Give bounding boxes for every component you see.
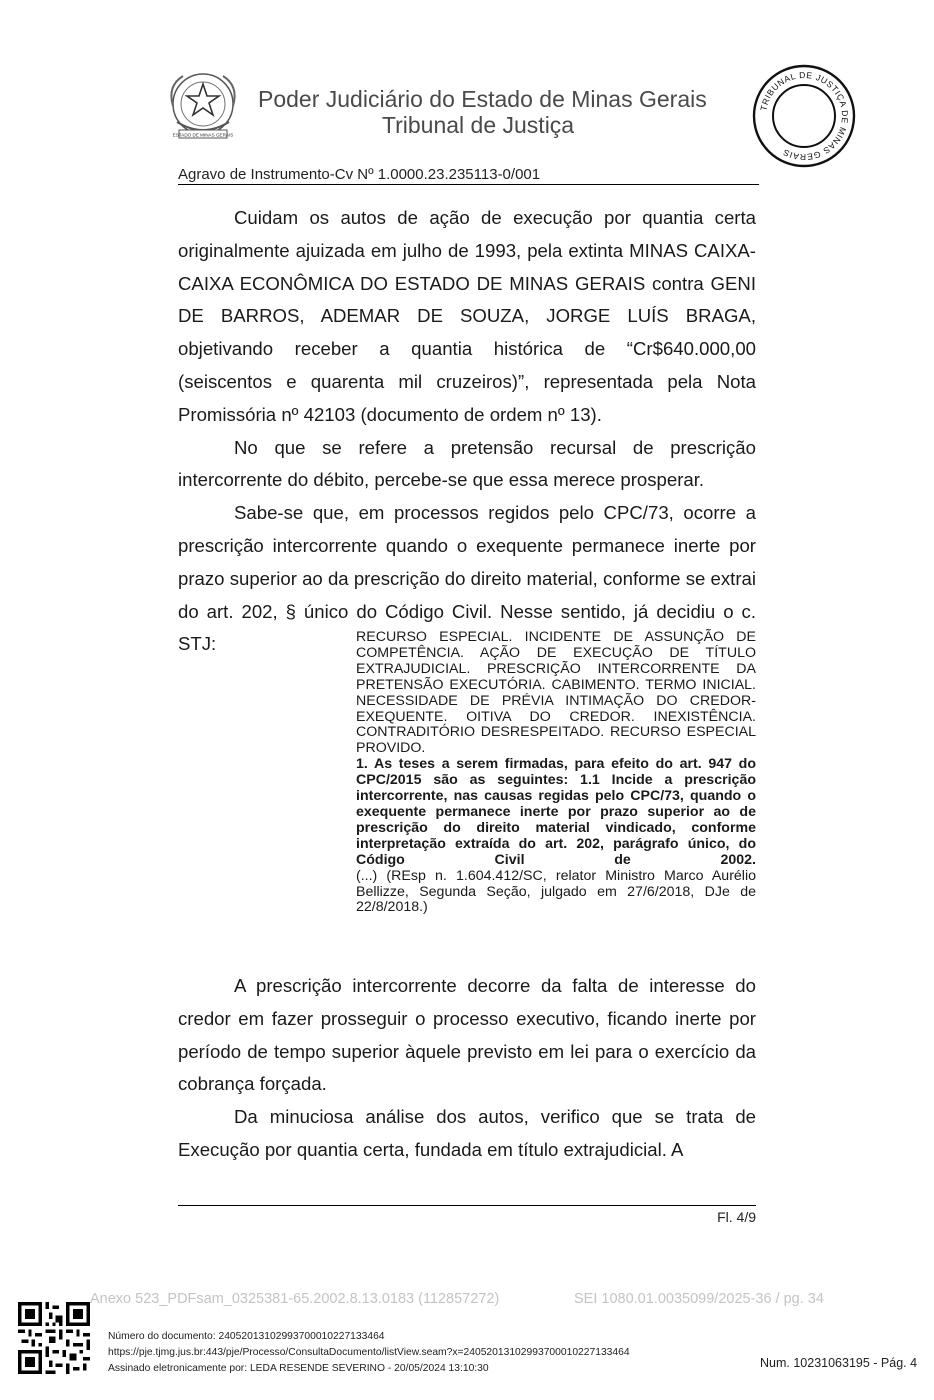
body-paragraph: A prescrição intercorrente decorre da falta de interesse do credor em fazer prosseguir o processo executivo, ficando inerte por período de tempo superior àquele previsto em lei para o exercício da cobrança forçada.	[178, 975, 756, 1095]
court-seal-stamp	[752, 64, 856, 168]
quote-citation: (...) (REsp n. 1.604.412/SC, relator Ministro Marco Aurélio Bellizze, Segunda Seção, julgado em 27/6/2018, DJe de 22/8/2018.)	[356, 867, 756, 916]
electronic-signature: Assinado eletronicamente por: LEDA RESENDE SEVERINO - 20/05/2024 13:10:30	[108, 1363, 489, 1374]
body-paragraph: Da minuciosa análise dos autos, verifico que se trata de Execução por quantia certa, fundada em título extrajudicial. A	[178, 1106, 756, 1160]
quote-thesis: 1. As teses a serem firmadas, para efeito do art. 947 do CPC/2015 são as seguintes: 1.1 Incide a prescrição intercorrente, nas causas regidas pelo CPC/73, quando o exequente permanece inerte por prazo superior ao de prescrição do direito material vindicado, conforme interpretação extraída do art. 202, parágrafo único, do Código Civil de 2002.	[356, 756, 756, 868]
svg-text:TRIBUNAL DE JUSTIÇA DE MINAS G: TRIBUNAL DE JUSTIÇA DE MINAS GERAIS	[758, 69, 851, 163]
coat-of-arms-emblem	[163, 66, 243, 146]
header-divider	[178, 184, 759, 185]
document-id-page: Num. 10231063195 - Pág. 4	[760, 1356, 918, 1370]
svg-text:ESTADO DE MINAS GERAIS: ESTADO DE MINAS GERAIS	[172, 132, 234, 138]
document-body-continued	[178, 970, 756, 1167]
document-url-link[interactable]: https://pje.tjmg.jus.br:443/pje/Processo/ConsultaDocumento/listView.seam?x=24052013102993700010227133464	[108, 1347, 630, 1358]
court-name	[258, 86, 707, 138]
court-name-line-1: Poder Judiciário do Estado de Minas Gerais	[258, 86, 707, 112]
folio-number: Fl. 4/9	[717, 1209, 756, 1225]
body-paragraph: Sabe-se que, em processos regidos pelo CPC/73, ocorre a prescrição intercorrente quando o exequente permanece inerte por prazo superior ao da prescrição do direito material, conforme se extrai do art. 202, § único do Código Civil. Nesse sentido, já decidiu o c. STJ:	[178, 502, 756, 655]
jurisprudence-quote	[356, 630, 756, 916]
body-paragraph: Cuidam os autos de ação de execução por quantia certa originalmente ajuizada em julho de 1993, pela extinta MINAS CAIXA-CAIXA ECONÔMICA DO ESTADO DE MINAS GERAIS contra GENI DE BARROS, ADEMAR DE SOUZA, JORGE LUÍS BRAGA, objetivando receber a quantia histórica de “Cr$640.000,00 (seiscentos e quarenta mil cruzeiros)”, representada pela Nota Promissória nº 42103 (documento de ordem nº 13).	[178, 207, 756, 425]
document-number: Número do documento: 24052013102993700010227133464	[108, 1331, 385, 1342]
sei-watermark: SEI 1080.01.0035099/2025-36 / pg. 34	[574, 1291, 824, 1307]
document-body	[178, 202, 756, 661]
quote-ementa: RECURSO ESPECIAL. INCIDENTE DE ASSUNÇÃO DE COMPETÊNCIA. AÇÃO DE EXECUÇÃO DE TÍTULO EXTRAJUDICIAL. PRESCRIÇÃO INTERCORRENTE DA PRETENSÃO EXECUTÓRIA. CABIMENTO. TERMO INICIAL. NECESSIDADE DE PRÉVIA INTIMAÇÃO DO CREDOR-EXEQUENTE. OITIVA DO CREDOR. INEXISTÊNCIA. CONTRADITÓRIO DESRESPEITADO. RECURSO ESPECIAL PROVIDO.	[356, 629, 756, 757]
footer-divider	[178, 1205, 756, 1206]
case-reference: Agravo de Instrumento-Cv Nº 1.0000.23.235113-0/001	[178, 166, 541, 183]
qr-code[interactable]	[18, 1302, 90, 1374]
body-paragraph: No que se refere a pretensão recursal de prescrição intercorrente do débito, percebe-se que essa merece prosperar.	[178, 436, 756, 491]
annex-watermark: Anexo 523_PDFsam_0325381-65.2002.8.13.0183 (112857272)	[90, 1291, 500, 1307]
court-name-line-2: Tribunal de Justiça	[381, 112, 575, 138]
